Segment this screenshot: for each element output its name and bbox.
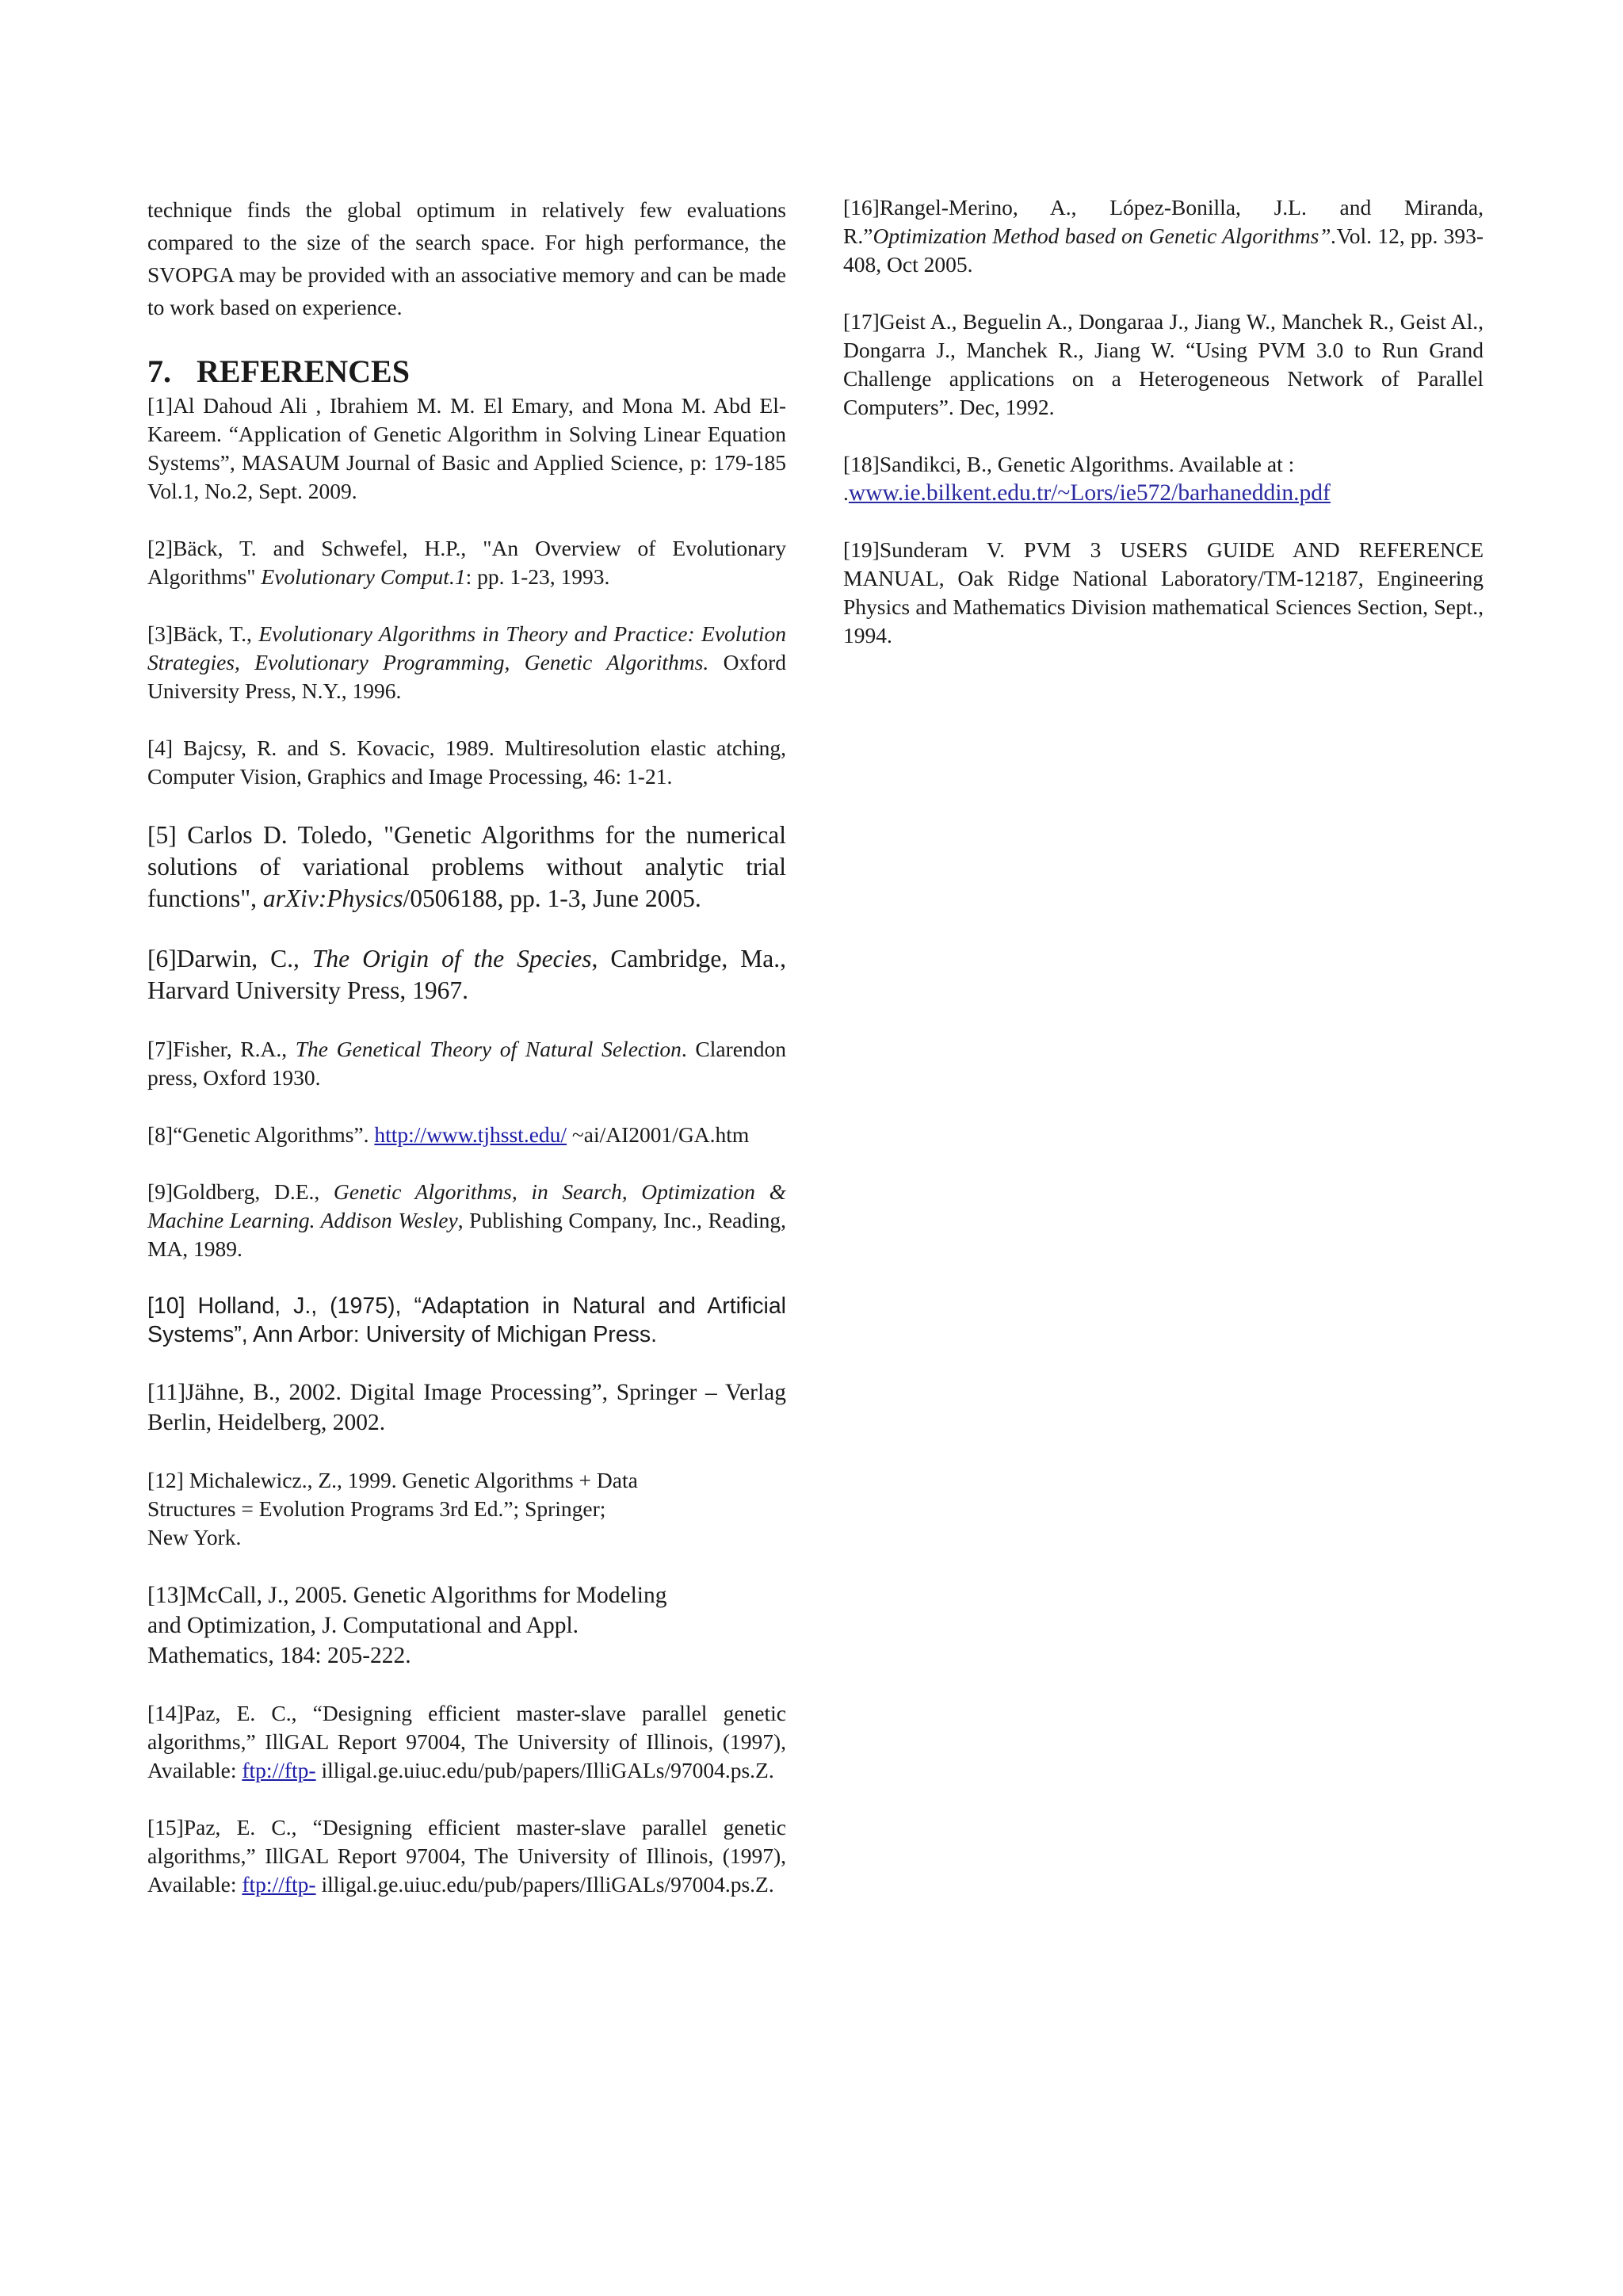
reference-11: [11]Jähne, B., 2002. Digital Image Processing”, Springer – Verlag Berlin, Heidelberg, 2002. [147, 1380, 786, 1435]
reference-text: [2]Bäck, T. and Schwefel, H.P., "An Overview of Evolutionary Algorithms" [147, 536, 786, 589]
reference-italic: The Genetical Theory of Natural Selection [295, 1037, 682, 1061]
reference-4: [4] Bajcsy, R. and S. Kovacic, 1989. Multiresolution elastic atching, Computer Vision, Graphics and Image Processing, 46: 1-21. [147, 735, 786, 789]
reference-text: : pp. 1-23, 1993. [465, 564, 610, 589]
reference-italic: Optimization Method based on Genetic Algorithms”. [873, 223, 1337, 248]
section-title: REFERENCES [197, 353, 410, 389]
reference-text: [3]Bäck, T., [147, 621, 259, 646]
reference-6 [147, 943, 786, 1007]
reference-text: [16]Rangel-Merino, A., López-Bonilla, J.L. and Miranda, R.” [843, 195, 1484, 248]
reference-text: [9]Goldberg, D.E., [147, 1179, 334, 1204]
reference-text: [5] Carlos D. Toledo, "Genetic Algorithms for the numerical solutions of variational problems without analytic trial functions", [147, 821, 786, 912]
reference-link[interactable]: ftp://ftp- [242, 1872, 316, 1897]
reference-2 [147, 534, 786, 591]
reference-line: Mathematics, 184: 205-222. [147, 1643, 411, 1668]
reference-15 [147, 1813, 786, 1899]
reference-text: , Publishing Company, Inc., Reading, MA, 1989. [147, 1208, 786, 1261]
reference-text: [6]Darwin, C., [147, 945, 312, 972]
section-heading [147, 352, 786, 392]
reference-14 [147, 1699, 786, 1785]
reference-12 [147, 1466, 786, 1552]
reference-text: Oxford University Press, N.Y., 1996. [147, 650, 786, 703]
reference-text: Vol. 12, pp. 393-408, Oct 2005. [843, 223, 1484, 277]
right-column [843, 193, 1484, 678]
left-column [147, 193, 786, 1927]
reference-text: [8]“Genetic Algorithms”. [147, 1122, 375, 1147]
reference-19: [19]Sunderam V. PVM 3 USERS GUIDE AND REFERENCE MANUAL, Oak Ridge National Laboratory/TM-12187, Engineering Physics and Mathematics Division mathematical Sciences Section, Sept., 1994. [843, 537, 1484, 648]
reference-8 [147, 1121, 786, 1149]
reference-link[interactable]: ftp://ftp- [242, 1758, 316, 1782]
reference-text: illigal.ge.uiuc.edu/pub/papers/IlliGALs/97004.ps.Z. [321, 1872, 774, 1897]
reference-link[interactable]: http://www.tjhsst.edu/ [374, 1122, 567, 1147]
section-number: 7. [147, 353, 171, 389]
reference-text: . Clarendon press, Oxford 1930. [147, 1037, 786, 1090]
reference-18 [843, 450, 1484, 507]
reference-9 [147, 1178, 786, 1263]
reference-16 [843, 193, 1484, 279]
reference-italic: arXiv:Physics [262, 884, 403, 912]
reference-1: [1]Al Dahoud Ali , Ibrahiem M. M. El Emary, and Mona M. Abd El-Kareem. “Application of Genetic Algorithm in Solving Linear Equation Systems”, MASAUM Journal of Basic and Applied Science, p: 179-185 Vol.1, No.2, Sept. 2009. [147, 393, 786, 503]
reference-7 [147, 1035, 786, 1092]
reference-text: illigal.ge.uiuc.edu/pub/papers/IlliGALs/97004.ps.Z. [321, 1758, 774, 1782]
reference-line: [12] Michalewicz., Z., 1999. Genetic Algorithms + Data [147, 1468, 638, 1492]
reference-italic: Evolutionary Comput.1 [261, 564, 466, 589]
reference-13 [147, 1580, 786, 1671]
reference-line: New York. [147, 1525, 242, 1549]
reference-text: [14]Paz, E. C., “Designing efficient master-slave parallel genetic algorithms,” IllGAL Report 97004, The University of Illinois, (1997), Available: [147, 1701, 786, 1782]
reference-10: [10] Holland, J., (1975), “Adaptation in Natural and Artificial Systems”, Ann Arbor: University of Michigan Press. [147, 1293, 786, 1347]
reference-text: [18]Sandikci, B., Genetic Algorithms. Available at : [843, 452, 1295, 476]
reference-line: [13]McCall, J., 2005. Genetic Algorithms for Modeling [147, 1583, 667, 1608]
reference-text: [7]Fisher, R.A., [147, 1037, 296, 1061]
reference-text: ~ai/AI2001/GA.htm [571, 1122, 750, 1147]
reference-3 [147, 620, 786, 705]
reference-italic: Genetic Algorithms, in Search, Optimization & Machine Learning. Addison Wesley [147, 1179, 786, 1232]
reference-italic: Evolutionary Algorithms in Theory and Practice: Evolution Strategies, Evolutionary Programming, Genetic Algorithms. [147, 621, 786, 674]
reference-line: Structures = Evolution Programs 3rd Ed.”; Springer; [147, 1496, 606, 1521]
reference-italic: The Origin of the Species [311, 945, 592, 972]
reference-text: . [843, 480, 849, 505]
reference-text: [15]Paz, E. C., “Designing efficient master-slave parallel genetic algorithms,” IllGAL Report 97004, The University of Illinois, (1997), Available: [147, 1815, 786, 1897]
reference-text: , Cambridge, Ma., Harvard University Press, 1967. [147, 945, 786, 1004]
reference-5 [147, 819, 786, 915]
reference-line: and Optimization, J. Computational and Appl. [147, 1613, 579, 1638]
reference-text: /0506188, pp. 1-3, June 2005. [403, 884, 701, 912]
reference-link[interactable]: www.ie.bilkent.edu.tr/~Lors/ie572/barhaneddin.pdf [848, 480, 1331, 506]
reference-17: [17]Geist A., Beguelin A., Dongaraa J., Jiang W., Manchek R., Geist Al., Dongarra J., Manchek R., Jiang W. “Using PVM 3.0 to Run Grand Challenge applications on a Heterogeneous Network of Parallel Computers”. Dec, 1992. [843, 309, 1484, 419]
intro-paragraph: technique finds the global optimum in relatively few evaluations compared to the size of the search space. For high performance, the SVOPGA may be provided with an associative memory and can be made to work based on experience. [147, 197, 786, 319]
